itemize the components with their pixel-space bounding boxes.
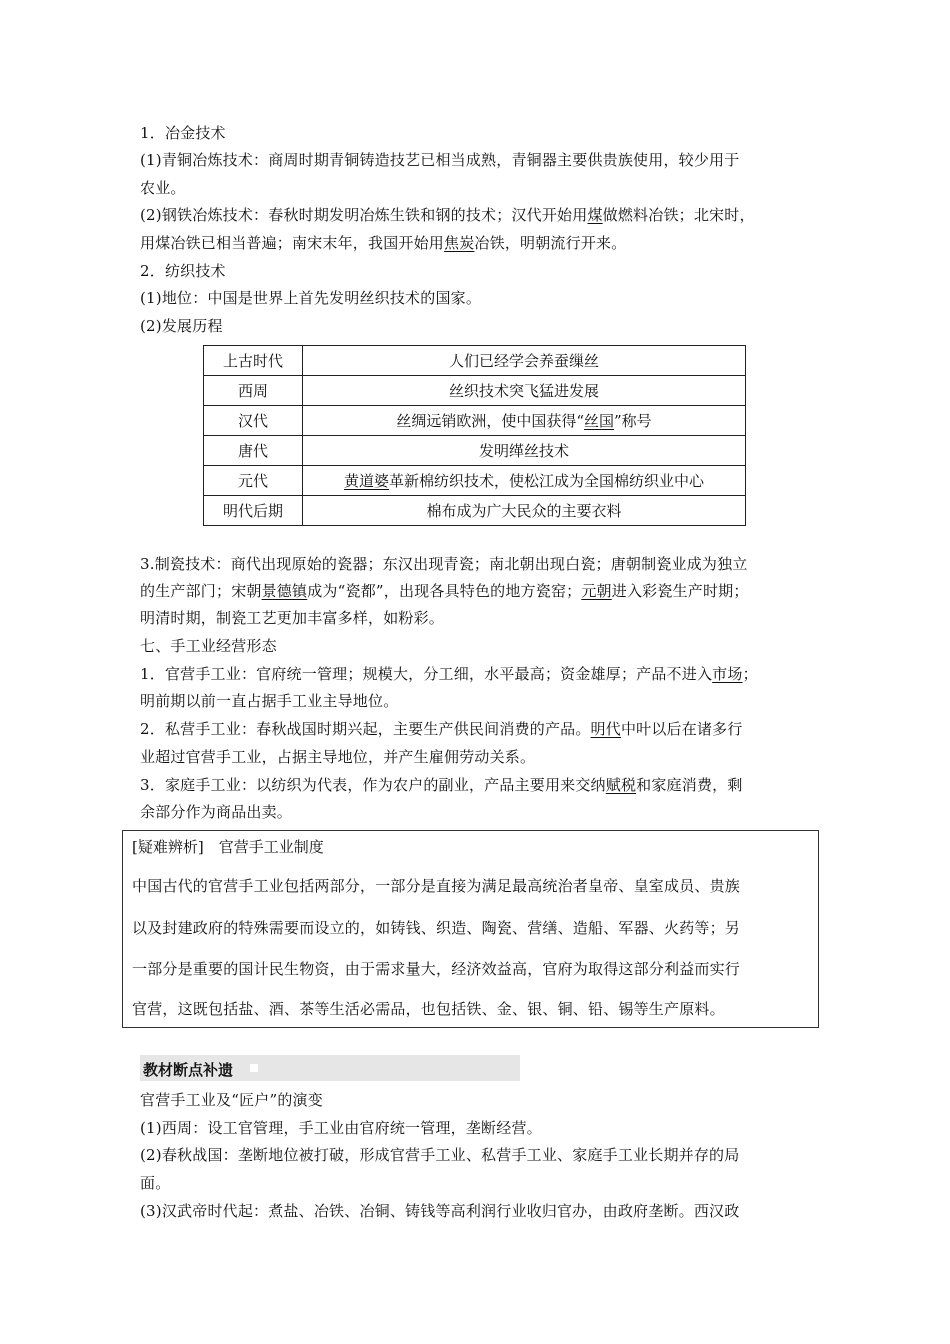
text: ； <box>742 665 758 683</box>
note-header: [疑难辨析] 官营手工业制度 <box>132 838 324 856</box>
text: 3．家庭手工业：以纺织为代表，作为农户的副业，产品主要用来交纳 <box>140 776 606 794</box>
paragraph-official <box>140 665 758 683</box>
era-cell: 元代 <box>204 466 303 496</box>
table-row <box>204 376 746 406</box>
underlined-term-yuan: 元朝 <box>581 582 612 600</box>
analysis-note-box <box>122 830 819 1028</box>
banner-title: 教材断点补遗 <box>143 1061 234 1079</box>
textile-history-table <box>203 345 746 526</box>
underlined-term-tax: 赋税 <box>605 776 637 794</box>
text: 丝绸远销欧洲，使中国获得“ <box>396 412 584 430</box>
text: 革新棉纺织技术，使松江成为全国棉纺织业中心 <box>389 472 705 490</box>
underlined-term-market: 市场 <box>712 665 743 683</box>
table-row <box>204 496 746 526</box>
supplement-banner <box>140 1055 520 1081</box>
section-title-metallurgy: 1．冶金技术 <box>140 124 226 142</box>
paragraph-bronze-cont: 农业。 <box>140 179 186 197</box>
text: 冶铁，明朝流行开来。 <box>474 234 627 252</box>
note-line: 一部分是重要的国计民生物资，由于需求量大，经济效益高，官府为取得这部分利益而实行 <box>132 960 741 978</box>
paragraph-porcelain-cont <box>140 582 749 600</box>
supplement-paragraph: (3)汉武帝时代起：煮盐、冶铁、冶铜、铸钱等高利润行业收归官办，由政府垄断。西汉政 <box>140 1202 740 1220</box>
table-row <box>204 466 746 496</box>
section-title-textile: 2．纺织技术 <box>140 262 226 280</box>
underlined-term-huang-daopo: 黄道婆 <box>343 472 389 490</box>
desc-cell: 人们已经学会养蚕缫丝 <box>303 346 746 376</box>
paragraph-iron-cont <box>140 234 626 252</box>
paragraph-official-cont: 明前期以前一直占据手工业主导地位。 <box>140 692 399 710</box>
era-cell: 明代后期 <box>204 496 303 526</box>
paragraph-private-cont: 业超过官营手工业，占据主导地位，并产生雇佣劳动关系。 <box>140 748 536 766</box>
era-cell: 汉代 <box>204 406 303 436</box>
underlined-term-jingdezhen: 景德镇 <box>261 582 308 600</box>
text: 成为“瓷都”，出现各具特色的地方瓷窑； <box>307 582 582 600</box>
desc-cell <box>303 466 746 496</box>
paragraph-bronze: (1)青铜冶炼技术：商周时期青铜铸造技艺已相当成熟，青铜器主要供贵族使用，较少用于 <box>140 151 740 169</box>
note-line: 官营，这既包括盐、酒、茶等生活必需品，也包括铁、金、银、铜、铅、锡等生产原料。 <box>132 1000 725 1018</box>
underlined-term-coal: 煤 <box>587 206 603 224</box>
supplement-paragraph-cont: 面。 <box>140 1174 171 1192</box>
desc-cell: 棉布成为广大民众的主要衣料 <box>303 496 746 526</box>
section-title-business-forms: 七、手工业经营形态 <box>140 637 277 655</box>
square-marker-icon <box>250 1064 258 1072</box>
desc-cell: 发明缂丝技术 <box>303 436 746 466</box>
text: 的生产部门；宋朝 <box>140 582 262 600</box>
underlined-term-ming: 明代 <box>590 720 621 738</box>
text: ”称号 <box>614 412 652 430</box>
text: (2)钢铁冶炼技术：春秋时期发明冶炼生铁和钢的技术；汉代开始用 <box>140 206 588 224</box>
era-cell: 唐代 <box>204 436 303 466</box>
paragraph-private <box>140 720 743 738</box>
desc-cell <box>303 406 746 436</box>
text: 进入彩瓷生产时期； <box>611 582 749 600</box>
table-row <box>204 436 746 466</box>
note-line: 以及封建政府的特殊需要而设立的，如铸钱、织造、陶瓷、营缮、造船、军器、火药等；另 <box>132 919 741 937</box>
supplement-paragraph: (2)春秋战国：垄断地位被打破，形成官营手工业、私营手工业、家庭手工业长期并存的局 <box>140 1146 740 1164</box>
text: 2．私营手工业：春秋战国时期兴起，主要生产供民间消费的产品。 <box>140 720 591 738</box>
supplement-title: 官营手工业及“匠户”的演变 <box>140 1091 323 1109</box>
desc-cell: 丝织技术突飞猛进发展 <box>303 376 746 406</box>
note-line: 中国古代的官营手工业包括两部分，一部分是直接为满足最高统治者皇帝、皇室成员、贵族 <box>132 877 741 895</box>
text: 中叶以后在诸多行 <box>620 720 743 738</box>
text: 1．官营手工业：官府统一管理；规模大，分工细，水平最高；资金雄厚；产品不进入 <box>140 665 713 683</box>
paragraph-status: (1)地位：中国是世界上首先发明丝织技术的国家。 <box>140 289 482 307</box>
underlined-term-coke: 焦炭 <box>444 234 475 252</box>
underlined-term-silk-country: 丝国 <box>583 412 614 430</box>
supplement-paragraph: (1)西周：设工官管理，手工业由官府统一管理，垄断经营。 <box>140 1119 542 1137</box>
paragraph-porcelain-end: 明清时期，制瓷工艺更加丰富多样，如粉彩。 <box>140 609 445 627</box>
table-row <box>204 346 746 376</box>
text: 和家庭消费，剩 <box>636 776 743 794</box>
paragraph-household <box>140 776 743 794</box>
era-cell: 上古时代 <box>204 346 303 376</box>
paragraph-iron <box>140 206 755 224</box>
table-row <box>204 406 746 436</box>
paragraph-porcelain: 3.制瓷技术：商代出现原始的瓷器；东汉出现青瓷；南北朝出现白瓷；唐朝制瓷业成为独立 <box>140 555 748 573</box>
paragraph-household-cont: 余部分作为商品出卖。 <box>140 803 293 821</box>
text: 做燃料冶铁；北宋时， <box>602 206 755 224</box>
paragraph-history-heading: (2)发展历程 <box>140 317 223 335</box>
text: 用煤冶铁已相当普遍；南宋末年，我国开始用 <box>140 234 445 252</box>
era-cell: 西周 <box>204 376 303 406</box>
